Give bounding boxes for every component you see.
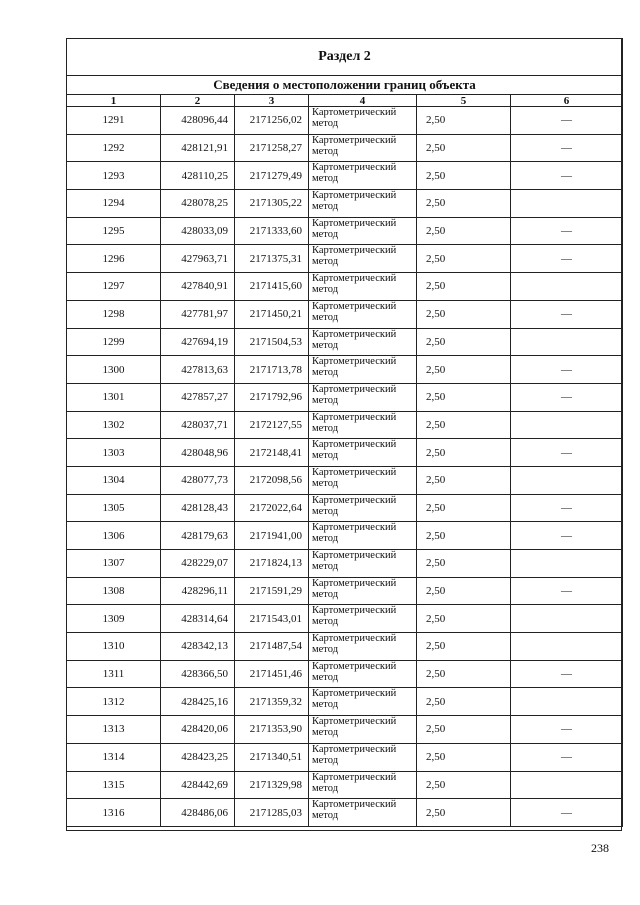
point-number-cell: 1310 [67, 633, 161, 661]
coordinate-x-cell: 428342,13 [161, 633, 235, 661]
column-header-2: 2 [161, 95, 235, 107]
boundary-coordinates-table [66, 38, 623, 827]
accuracy-cell: 2,50 [417, 356, 511, 384]
description-cell: — [511, 660, 623, 688]
table-row [67, 411, 623, 439]
coordinate-x-cell: 428425,16 [161, 688, 235, 716]
accuracy-cell: 2,50 [417, 577, 511, 605]
point-number-cell: 1313 [67, 716, 161, 744]
coordinate-y-cell: 2172098,56 [235, 466, 309, 494]
coordinate-y-cell: 2171504,53 [235, 328, 309, 356]
column-header-5: 5 [417, 95, 511, 107]
table-row [67, 134, 623, 162]
description-cell [511, 771, 623, 799]
accuracy-cell: 2,50 [417, 799, 511, 827]
description-cell [511, 633, 623, 661]
coordinate-y-cell: 2171591,29 [235, 577, 309, 605]
method-cell: Картометрический метод [309, 660, 417, 688]
point-number-cell: 1314 [67, 743, 161, 771]
section-subtitle: Сведения о местоположении границ объекта [67, 76, 623, 95]
accuracy-cell: 2,50 [417, 300, 511, 328]
description-cell: — [511, 107, 623, 135]
coordinate-x-cell: 428121,91 [161, 134, 235, 162]
coordinate-x-cell: 428096,44 [161, 107, 235, 135]
description-cell: — [511, 134, 623, 162]
description-cell [511, 411, 623, 439]
coordinate-x-cell: 428442,69 [161, 771, 235, 799]
description-cell: — [511, 799, 623, 827]
table-row [67, 328, 623, 356]
coordinate-x-cell: 428366,50 [161, 660, 235, 688]
method-cell: Картометрический метод [309, 328, 417, 356]
coordinate-x-cell: 428179,63 [161, 522, 235, 550]
description-cell [511, 328, 623, 356]
method-cell: Картометрический метод [309, 190, 417, 218]
description-cell [511, 466, 623, 494]
description-cell [511, 190, 623, 218]
method-cell: Картометрический метод [309, 633, 417, 661]
coordinate-y-cell: 2171792,96 [235, 383, 309, 411]
coordinate-x-cell: 428037,71 [161, 411, 235, 439]
coordinate-x-cell: 427840,91 [161, 273, 235, 301]
point-number-cell: 1309 [67, 605, 161, 633]
method-cell: Картометрический метод [309, 273, 417, 301]
method-cell: Картометрический метод [309, 383, 417, 411]
table-row [67, 383, 623, 411]
point-number-cell: 1301 [67, 383, 161, 411]
coordinate-x-cell: 428423,25 [161, 743, 235, 771]
method-cell: Картометрический метод [309, 799, 417, 827]
coordinate-x-cell: 427813,63 [161, 356, 235, 384]
point-number-cell: 1308 [67, 577, 161, 605]
point-number-cell: 1307 [67, 550, 161, 578]
table-row [67, 633, 623, 661]
point-number-cell: 1306 [67, 522, 161, 550]
table-row [67, 660, 623, 688]
coordinate-y-cell: 2171415,60 [235, 273, 309, 301]
table-row [67, 245, 623, 273]
point-number-cell: 1312 [67, 688, 161, 716]
table-row [67, 522, 623, 550]
accuracy-cell: 2,50 [417, 134, 511, 162]
method-cell: Картометрический метод [309, 134, 417, 162]
coordinate-y-cell: 2172127,55 [235, 411, 309, 439]
method-cell: Картометрический метод [309, 605, 417, 633]
coordinate-y-cell: 2171353,90 [235, 716, 309, 744]
description-cell [511, 688, 623, 716]
description-cell: — [511, 743, 623, 771]
column-header-3: 3 [235, 95, 309, 107]
description-cell [511, 605, 623, 633]
method-cell: Картометрический метод [309, 439, 417, 467]
coordinate-x-cell: 428420,06 [161, 716, 235, 744]
description-cell: — [511, 217, 623, 245]
accuracy-cell: 2,50 [417, 771, 511, 799]
description-cell: — [511, 494, 623, 522]
coordinate-x-cell: 427694,19 [161, 328, 235, 356]
coordinate-y-cell: 2171258,27 [235, 134, 309, 162]
method-cell: Картометрический метод [309, 411, 417, 439]
table-row [67, 494, 623, 522]
coordinate-x-cell: 428128,43 [161, 494, 235, 522]
table-row [67, 605, 623, 633]
column-header-4: 4 [309, 95, 417, 107]
method-cell: Картометрический метод [309, 688, 417, 716]
point-number-cell: 1299 [67, 328, 161, 356]
coordinate-y-cell: 2171941,00 [235, 522, 309, 550]
description-cell: — [511, 162, 623, 190]
description-cell [511, 273, 623, 301]
table-row [67, 273, 623, 301]
method-cell: Картометрический метод [309, 356, 417, 384]
method-cell: Картометрический метод [309, 522, 417, 550]
table-row [67, 356, 623, 384]
accuracy-cell: 2,50 [417, 273, 511, 301]
accuracy-cell: 2,50 [417, 605, 511, 633]
point-number-cell: 1294 [67, 190, 161, 218]
table-row [67, 577, 623, 605]
method-cell: Картометрический метод [309, 771, 417, 799]
coordinate-x-cell: 428314,64 [161, 605, 235, 633]
method-cell: Картометрический метод [309, 245, 417, 273]
accuracy-cell: 2,50 [417, 217, 511, 245]
table-row [67, 799, 623, 827]
column-header-6: 6 [511, 95, 623, 107]
point-number-cell: 1295 [67, 217, 161, 245]
description-cell: — [511, 383, 623, 411]
accuracy-cell: 2,50 [417, 411, 511, 439]
table-row [67, 550, 623, 578]
point-number-cell: 1304 [67, 466, 161, 494]
accuracy-cell: 2,50 [417, 688, 511, 716]
section-title: Раздел 2 [67, 39, 623, 76]
coordinate-y-cell: 2171824,13 [235, 550, 309, 578]
coordinate-y-cell: 2171256,02 [235, 107, 309, 135]
coordinate-y-cell: 2171359,32 [235, 688, 309, 716]
accuracy-cell: 2,50 [417, 328, 511, 356]
boundary-table-sheet [66, 38, 622, 827]
coordinate-y-cell: 2171305,22 [235, 190, 309, 218]
table-row [67, 716, 623, 744]
coordinate-y-cell: 2171450,21 [235, 300, 309, 328]
point-number-cell: 1316 [67, 799, 161, 827]
accuracy-cell: 2,50 [417, 494, 511, 522]
point-number-cell: 1311 [67, 660, 161, 688]
point-number-cell: 1303 [67, 439, 161, 467]
coordinate-y-cell: 2171451,46 [235, 660, 309, 688]
coordinate-y-cell: 2172022,64 [235, 494, 309, 522]
accuracy-cell: 2,50 [417, 245, 511, 273]
description-cell: — [511, 439, 623, 467]
description-cell [511, 550, 623, 578]
point-number-cell: 1292 [67, 134, 161, 162]
accuracy-cell: 2,50 [417, 107, 511, 135]
method-cell: Картометрический метод [309, 162, 417, 190]
coordinate-x-cell: 428110,25 [161, 162, 235, 190]
method-cell: Картометрический метод [309, 300, 417, 328]
point-number-cell: 1291 [67, 107, 161, 135]
table-row [67, 217, 623, 245]
method-cell: Картометрический метод [309, 466, 417, 494]
column-header-row [67, 95, 623, 107]
coordinate-y-cell: 2172148,41 [235, 439, 309, 467]
accuracy-cell: 2,50 [417, 660, 511, 688]
method-cell: Картометрический метод [309, 107, 417, 135]
description-cell: — [511, 356, 623, 384]
coordinate-x-cell: 428048,96 [161, 439, 235, 467]
accuracy-cell: 2,50 [417, 743, 511, 771]
table-row [67, 439, 623, 467]
point-number-cell: 1305 [67, 494, 161, 522]
point-number-cell: 1302 [67, 411, 161, 439]
method-cell: Картометрический метод [309, 217, 417, 245]
table-row [67, 771, 623, 799]
accuracy-cell: 2,50 [417, 466, 511, 494]
table-row [67, 688, 623, 716]
accuracy-cell: 2,50 [417, 383, 511, 411]
coordinate-y-cell: 2171340,51 [235, 743, 309, 771]
coordinate-y-cell: 2171329,98 [235, 771, 309, 799]
coordinate-y-cell: 2171543,01 [235, 605, 309, 633]
method-cell: Картометрический метод [309, 494, 417, 522]
table-row [67, 107, 623, 135]
description-cell: — [511, 300, 623, 328]
coordinate-y-cell: 2171279,49 [235, 162, 309, 190]
description-cell: — [511, 522, 623, 550]
coordinate-x-cell: 428486,06 [161, 799, 235, 827]
column-header-1: 1 [67, 95, 161, 107]
coordinate-x-cell: 427857,27 [161, 383, 235, 411]
coordinate-x-cell: 427781,97 [161, 300, 235, 328]
accuracy-cell: 2,50 [417, 716, 511, 744]
description-cell: — [511, 245, 623, 273]
coordinate-x-cell: 427963,71 [161, 245, 235, 273]
method-cell: Картометрический метод [309, 743, 417, 771]
coordinate-y-cell: 2171713,78 [235, 356, 309, 384]
description-cell: — [511, 716, 623, 744]
coordinate-y-cell: 2171487,54 [235, 633, 309, 661]
page-number: 238 [591, 841, 609, 855]
accuracy-cell: 2,50 [417, 550, 511, 578]
table-row [67, 743, 623, 771]
accuracy-cell: 2,50 [417, 522, 511, 550]
method-cell: Картометрический метод [309, 716, 417, 744]
table-row [67, 162, 623, 190]
point-number-cell: 1293 [67, 162, 161, 190]
point-number-cell: 1297 [67, 273, 161, 301]
method-cell: Картометрический метод [309, 577, 417, 605]
method-cell: Картометрический метод [309, 550, 417, 578]
point-number-cell: 1300 [67, 356, 161, 384]
accuracy-cell: 2,50 [417, 633, 511, 661]
coordinate-x-cell: 428296,11 [161, 577, 235, 605]
coordinate-x-cell: 428033,09 [161, 217, 235, 245]
coordinate-x-cell: 428078,25 [161, 190, 235, 218]
description-cell: — [511, 577, 623, 605]
point-number-cell: 1315 [67, 771, 161, 799]
point-number-cell: 1296 [67, 245, 161, 273]
coordinate-y-cell: 2171375,31 [235, 245, 309, 273]
coordinate-x-cell: 428077,73 [161, 466, 235, 494]
table-row [67, 466, 623, 494]
accuracy-cell: 2,50 [417, 162, 511, 190]
coordinate-y-cell: 2171285,03 [235, 799, 309, 827]
table-row [67, 300, 623, 328]
table-row [67, 190, 623, 218]
coordinate-y-cell: 2171333,60 [235, 217, 309, 245]
point-number-cell: 1298 [67, 300, 161, 328]
accuracy-cell: 2,50 [417, 190, 511, 218]
coordinate-x-cell: 428229,07 [161, 550, 235, 578]
accuracy-cell: 2,50 [417, 439, 511, 467]
